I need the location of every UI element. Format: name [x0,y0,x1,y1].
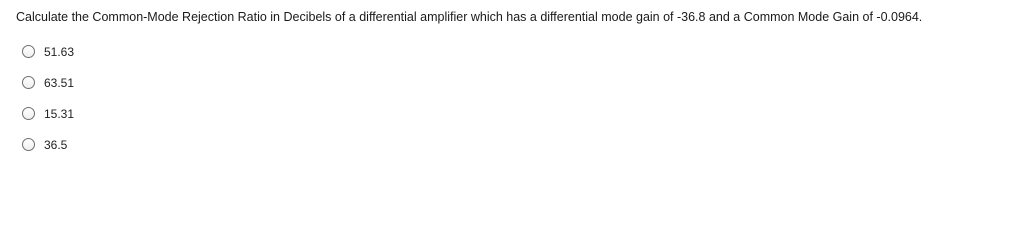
question-text: Calculate the Common-Mode Rejection Ratio in Decibels of a differential amplifier which has a differential mode gain of -36.8 and a Common Mode Gain of -0.0964. [16,10,923,24]
answer-option-label: 36.5 [44,137,68,152]
radio-button[interactable] [22,107,35,120]
answer-option-label: 15.31 [44,106,75,121]
answer-options [22,36,74,160]
answer-option[interactable] [22,129,74,160]
answer-option[interactable] [22,98,74,129]
answer-option[interactable] [22,36,74,67]
answer-option-label: 63.51 [44,75,75,90]
radio-button[interactable] [22,76,35,89]
radio-button[interactable] [22,138,35,151]
answer-option[interactable] [22,67,74,98]
radio-button[interactable] [22,45,35,58]
answer-option-label: 51.63 [44,44,75,59]
